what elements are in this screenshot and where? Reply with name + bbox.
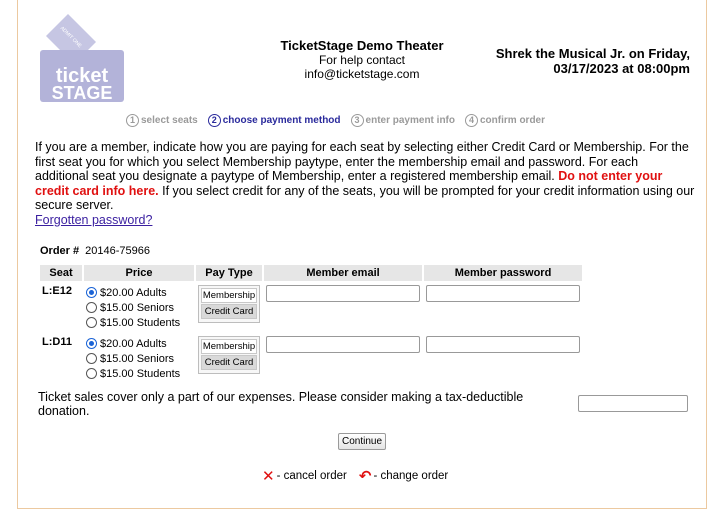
order-actions — [262, 467, 460, 485]
cancel-order-link[interactable] — [262, 467, 347, 485]
radio-button[interactable] — [86, 353, 97, 364]
paytype-cell — [196, 283, 262, 332]
continue-button[interactable]: Continue — [338, 433, 386, 450]
header-seat: Seat — [40, 265, 82, 281]
seat-label: L:D11 — [42, 336, 72, 348]
price-option-students[interactable] — [86, 366, 192, 381]
order-number — [40, 245, 150, 257]
logo-stub-text: ADMIT ONE — [58, 25, 83, 50]
step-number-icon: 2 — [208, 114, 221, 127]
order-value: 20146-75966 — [85, 245, 150, 257]
table-row — [40, 283, 582, 332]
show-datetime: 03/17/2023 at 08:00pm — [553, 61, 690, 76]
header-price: Price — [84, 265, 194, 281]
order-label: Order # — [40, 245, 80, 257]
undo-arrow-icon: ↶ — [358, 468, 372, 485]
forgot-password-link[interactable]: Forgotten password? — [35, 212, 153, 227]
seat-label: L:E12 — [42, 285, 72, 297]
paytype-cell — [196, 334, 262, 383]
instructions — [35, 140, 695, 227]
price-options — [84, 334, 194, 383]
member-email-cell — [264, 283, 422, 332]
help-email: info@ticketstage.com — [304, 67, 420, 81]
member-password-input[interactable] — [426, 336, 580, 353]
member-email-input[interactable] — [266, 285, 420, 302]
member-email-input[interactable] — [266, 336, 420, 353]
step-number-icon: 4 — [465, 114, 478, 127]
cancel-order-label: - cancel order — [276, 470, 347, 482]
instructions-text: If you are a member, indicate how you are paying for each seat by selecting either Credit Card or Membership. For the first seat you for which you select Membership paytype, enter the membership email and password. For each additional seat you designate a paytype of Membership, enter a registered membership email. — [35, 140, 689, 183]
credit-card-warning: Do not enter your credit card info here. — [35, 169, 663, 198]
logo-text-ticket: ticket — [55, 65, 109, 87]
step-number-icon: 3 — [351, 114, 364, 127]
paytype-select[interactable] — [198, 336, 260, 374]
theater-info — [262, 39, 462, 81]
radio-button[interactable] — [86, 338, 97, 349]
radio-button[interactable] — [86, 302, 97, 313]
price-label: $15.00 Students — [100, 367, 181, 380]
paytype-credit-card-option[interactable]: Credit Card — [201, 304, 257, 319]
change-order-link[interactable] — [359, 467, 448, 485]
cancel-x-icon: ✕ — [262, 468, 275, 485]
seat-payment-table — [38, 263, 584, 385]
donation-input[interactable] — [578, 395, 688, 412]
price-option-seniors[interactable] — [86, 300, 192, 315]
step-label: choose payment method — [222, 114, 341, 126]
price-label: $20.00 Adults — [100, 337, 167, 350]
change-order-label: - change order — [373, 470, 449, 482]
step-confirm-order — [465, 114, 545, 127]
radio-button[interactable] — [86, 317, 97, 328]
step-label: confirm order — [480, 114, 546, 126]
step-select-seats — [126, 114, 198, 127]
member-email-cell — [264, 334, 422, 383]
price-label: $15.00 Seniors — [100, 301, 174, 314]
step-label: select seats — [141, 114, 198, 126]
step-enter-payment — [351, 114, 455, 127]
paytype-select[interactable] — [198, 285, 260, 323]
logo-text-stage: STAGE — [51, 83, 113, 103]
table-row — [40, 334, 582, 383]
step-number-icon: 1 — [126, 114, 139, 127]
member-password-input[interactable] — [426, 285, 580, 302]
help-text: For help contact — [318, 53, 406, 67]
price-option-adults[interactable] — [86, 336, 192, 351]
show-title: Shrek the Musical Jr. on Friday, — [495, 46, 690, 61]
member-password-cell — [424, 283, 582, 332]
donation-text: Ticket sales cover only a part of our expenses. Please consider making a tax-deductible donation. — [38, 390, 524, 418]
progress-steps — [126, 113, 555, 127]
price-option-adults[interactable] — [86, 285, 192, 300]
header-paytype: Pay Type — [196, 265, 262, 281]
step-choose-payment — [208, 114, 341, 127]
radio-button[interactable] — [86, 287, 97, 298]
instructions-text-2: If you select credit for any of the seats, you will be prompted for your credit information using our secure server. — [35, 183, 695, 212]
price-label: $20.00 Adults — [100, 286, 167, 299]
paytype-membership-option[interactable]: Membership — [202, 290, 256, 301]
radio-button[interactable] — [86, 368, 97, 379]
price-options — [84, 283, 194, 332]
header-member-email: Member email — [264, 265, 422, 281]
ticketstage-logo — [38, 10, 128, 105]
step-label: enter payment info — [365, 114, 455, 126]
price-option-students[interactable] — [86, 315, 192, 330]
show-info — [450, 46, 690, 76]
paytype-membership-option[interactable]: Membership — [202, 341, 256, 352]
theater-name: TicketStage Demo Theater — [280, 38, 444, 53]
member-password-cell — [424, 334, 582, 383]
price-label: $15.00 Students — [100, 316, 181, 329]
price-label: $15.00 Seniors — [100, 352, 174, 365]
header-member-password: Member password — [424, 265, 582, 281]
price-option-seniors[interactable] — [86, 351, 192, 366]
paytype-credit-card-option[interactable]: Credit Card — [201, 355, 257, 370]
